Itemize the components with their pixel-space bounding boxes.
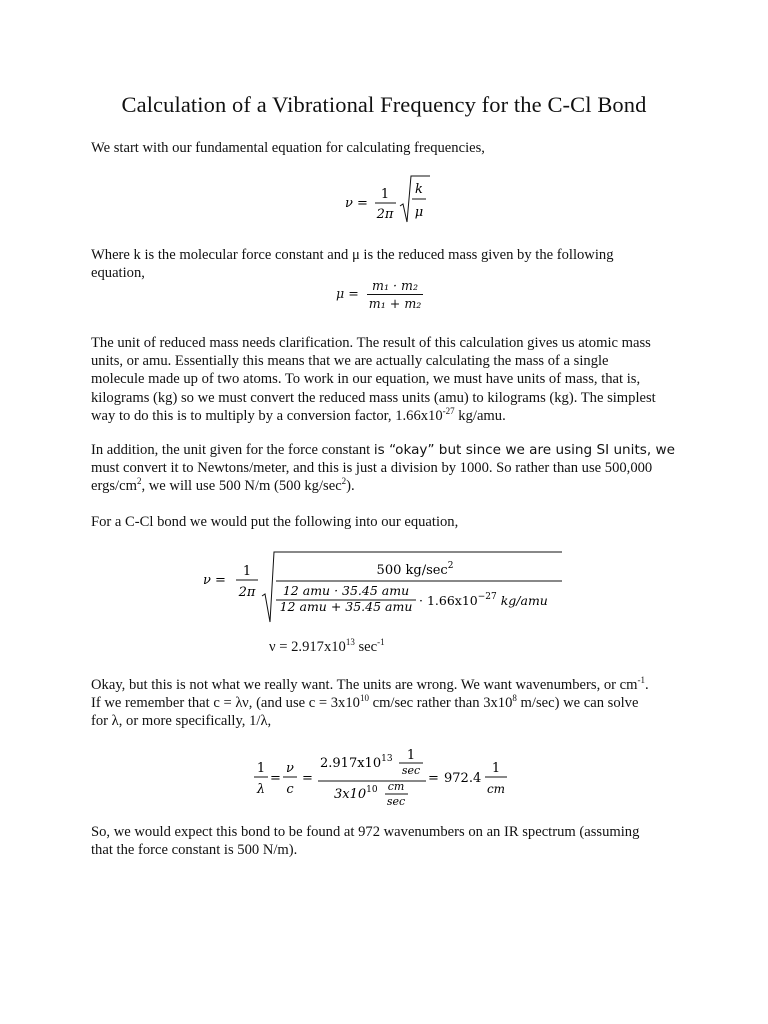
eq4-nu: ν (286, 761, 294, 776)
eq3-frac-num: 1 (242, 564, 252, 579)
rm-line-1: The unit of reduced mass needs clarification. The result of this calculation gives us atomic mass (91, 335, 651, 351)
svg-text:3x1010 (334, 785, 378, 802)
eq4-big-num: 2.917x10 (320, 756, 382, 771)
eq4-one: 1 (256, 761, 266, 776)
wn-line-2: If we remember that c = λν, (and use $c = 3x10^{10}$ cm/sec rather than $3x10^8$ m/sec) we can solve (91, 693, 639, 712)
ccl-intro-text: For a C-Cl bond we would put the following into our equation, (91, 514, 459, 530)
svg-text:500 kg/sec2 (377, 561, 454, 578)
eq3-frac-den: 2π (238, 585, 256, 600)
eq4-c: c (286, 782, 294, 797)
eq2-lhs: μ = (336, 286, 359, 301)
fc-line-2: must convert it to Newtons/meter, and this is just a division by 1000. So rather than use 500,000 (91, 460, 653, 477)
eq3-top-exp: 2 (447, 561, 454, 571)
eq4-sec2: sec (386, 795, 406, 808)
frequency-equation (340, 172, 440, 228)
eq1-sqrt-num: k (415, 182, 423, 197)
eq1-frac-num: 1 (380, 187, 390, 202)
eq4-sec-one: 1 (406, 748, 416, 763)
intro-paragraph (91, 139, 691, 157)
eq2-numerator: m₁ · m₂ (372, 278, 419, 293)
frequency-result: $\nu = 2.917x10^{13}$ $\sec^{-1}$ (269, 637, 385, 655)
reduced-mass-equation (336, 278, 423, 311)
eq2-fraction (367, 278, 424, 311)
svg-text:· 1.66x10−27 kg/amu (419, 592, 548, 608)
where-line-1: Where k is the molecular force constant and μ is the reduced mass given by the following (91, 247, 614, 263)
svg-text:=: = (428, 771, 439, 786)
conclusion-line-1: So, we would expect this bond to be found at 972 wavenumbers on an IR spectrum (assuming (91, 824, 640, 840)
ccl-intro-paragraph (91, 513, 691, 531)
rm-line-5: way to do this is to multiply by a conversion factor, $1.66x10^{-27}$ kg/amu. (91, 405, 506, 424)
eq4-res-cm: cm (486, 782, 506, 796)
result-value: ν = 2.917x10 (269, 639, 346, 655)
where-paragraph (91, 246, 691, 282)
svg-text:=: = (302, 771, 313, 786)
intro-text: We start with our fundamental equation for calculating frequencies, (91, 140, 485, 156)
eq4-big-den: 3x10 (334, 787, 367, 802)
eq3-top: 500 kg/sec (376, 563, 448, 578)
eq3-factor-unit: kg/amu (496, 593, 548, 608)
force-constant-paragraph (91, 441, 691, 496)
eq3-inner-num: 12 amu · 35.45 amu (282, 583, 410, 598)
eq4-value: 972.4 (444, 771, 482, 786)
eq2-denominator: m₁ + m₂ (368, 296, 422, 311)
document-title: Calculation of a Vibrational Frequency for the C-Cl Bond (121, 92, 647, 117)
eq4-res-one: 1 (491, 761, 501, 776)
eq1-lhs: ν = (345, 196, 368, 211)
eq3-inner-den: 12 amu + 35.45 amu (279, 599, 413, 614)
svg-text:2.917x1013 (320, 754, 393, 771)
fc-line-1: In addition, the unit given for the force constant is “okay” but since we are using SI units, we (91, 442, 675, 458)
wavenumber-paragraph (91, 676, 701, 731)
eq3-factor-exp: −27 (477, 592, 497, 602)
eq4-big-num-exp: 13 (381, 754, 393, 764)
eq1-frac-den: 2π (376, 207, 394, 222)
rm-line-4: kilograms (kg) so we must convert the reduced mass units (amu) to kilograms (kg). The simplest (91, 389, 656, 406)
conclusion-line-2: that the force constant is 500 N/m). (91, 842, 298, 859)
eq3-lhs: ν = (203, 573, 226, 588)
reduced-mass-paragraph (91, 334, 691, 425)
rm-line-3: molecule made up of two atoms. To work in our equation, we must have units of mass, that is, (91, 371, 641, 388)
eq4-cm: cm (387, 780, 405, 793)
ccl-frequency-equation (200, 548, 570, 628)
eq1-sqrt-den: μ (414, 205, 424, 220)
eq3-factor: · 1.66x10 (419, 593, 478, 608)
svg-text:=: = (270, 771, 281, 786)
eq4-big-den-exp: 10 (366, 785, 378, 795)
rm-line-2: units, or amu. Essentially this means that we are actually calculating the mass of a single (91, 353, 609, 370)
fc-line-3: ergs/$cm^2$, we will use 500 N/m (500 $kg/\sec^2$). (91, 476, 355, 495)
wn-line-3: for λ, or more specifically, 1/λ, (91, 713, 272, 730)
eq4-lambda: λ (256, 782, 266, 797)
conclusion-paragraph (91, 823, 701, 859)
eq4-sec: sec (401, 764, 421, 777)
wn-line-1: Okay, but this is not what we really want. The units are wrong. We want wavenumbers, or $cm^{-1}$. (91, 675, 649, 693)
where-line-2: equation, (91, 265, 145, 282)
wavenumber-equation (252, 742, 522, 812)
